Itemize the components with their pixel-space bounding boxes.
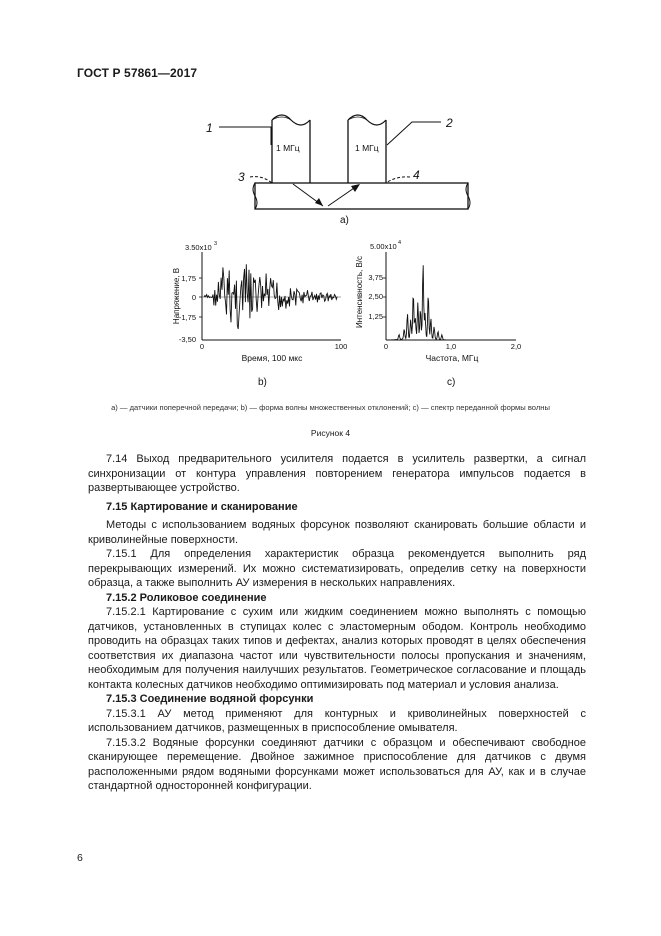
body-text — [88, 452, 586, 794]
probe-2-frequency: 1 МГц — [355, 143, 379, 153]
page-number: 6 — [77, 852, 83, 864]
spectrum-ytick-2: 2,50 — [368, 292, 383, 301]
waveform-signal — [204, 264, 337, 329]
paragraph-7-15-3-1: 7.15.3.1 АУ метод применяют для контурных и криволинейных поверхностей с использованием датчиков, размещенных в приспособление омывателя. — [88, 707, 586, 734]
subfigure-b-label: b) — [258, 377, 267, 388]
waveform-ytick-2: 0 — [191, 293, 196, 302]
waveform-xlabel: Время, 100 мкс — [241, 353, 303, 363]
figure-title: Рисунок 4 — [310, 428, 351, 438]
figure-b-waveform — [172, 241, 347, 388]
spectrum-xtick-1: 0 — [383, 342, 389, 351]
subfigure-a-label: а) — [340, 215, 349, 226]
callout-2: 2 — [446, 116, 453, 130]
waveform-ytick-4: -3,50 — [178, 335, 196, 344]
specimen-plate — [255, 183, 468, 209]
paragraph-7-15-2-1: 7.15.2.1 Картирование с сухим или жидким соединением можно выполнять с помощью датчиков, установленных в ступицах колес с эластомерным ободом. Контроль необходимо проводить на образцах таких типов и дефектах, анализ которых проводят в целях обеспечения соответствия их диапазона частот или чувствительности полосы пропускания и значениям, необходимым для получения наилучших результатов. Геометрическое согласование и площадь контакта колесных датчиков необходимо оптимизировать под материал и условия анализа. — [88, 606, 586, 691]
spectrum-signal — [386, 265, 516, 340]
subfigure-c-label: с) — [447, 377, 456, 388]
paragraph-7-15: Методы с использованием водяных форсунок позволяют сканировать большие области и криволинейные поверхности. — [88, 519, 586, 546]
spectrum-exponent: 5.00х10 — [370, 242, 397, 251]
paragraph-7-14: 7.14 Выход предварительного усилителя подается в усилитель развертки, а сигнал синхронизации от контура управления повторением генератора импульсов подается в развертывающее устройство. — [88, 453, 586, 494]
spectrum-ytick-3: 1,25 — [368, 312, 383, 321]
waveform-exponent: 3.50х10 — [185, 243, 212, 252]
spectrum-xlabel: Частота, МГц — [425, 353, 479, 363]
figure-c-spectrum — [355, 240, 521, 388]
waveform-ytick-1: 1,75 — [181, 274, 196, 283]
waveform-ytick-3: -1,75 — [178, 313, 196, 322]
figure-legend: а) — датчики поперечной передачи; b) — форма волны множественных отклонений; с) — спектр переданной формы волны — [111, 403, 550, 412]
arrow-up-icon — [351, 184, 360, 192]
callout-3: 3 — [238, 170, 245, 184]
waveform-xtick-2: 100 — [334, 342, 348, 351]
heading-7-15-2: 7.15.2 Роликовое соединение — [106, 591, 267, 604]
document-header: ГОСТ Р 57861—2017 — [77, 66, 198, 80]
figure-a-transducers — [206, 115, 470, 226]
spectrum-xtick-2: 1,0 — [445, 342, 457, 351]
waveform-exponent-power: 3 — [214, 241, 218, 247]
figure-4 — [0, 0, 661, 400]
callout-1: 1 — [206, 121, 213, 135]
paragraph-7-15-3-2: 7.15.3.2 Водяные форсунки соединяют датчики с образцом и обеспечивают свободное сканирующее перемещение. Двойное зажимное приспособление для датчиков с двумя расположенными рядом водяными форсунками может использоваться для АУ, как и в случае стандартной односторонней конфигурации. — [88, 736, 586, 792]
paragraph-7-15-1: 7.15.1 Для определения характеристик образца рекомендуется выполнить ряд перекрывающих измерений. Их можно систематизировать, определив сетку на поверхности образца, а также выполнить АУ измерения в нескольких направлениях. — [88, 548, 586, 589]
heading-7-15: 7.15 Картирование и сканирование — [106, 500, 298, 513]
callout-4: 4 — [413, 168, 420, 182]
spectrum-xtick-3: 2,0 — [510, 342, 522, 351]
spectrum-exponent-power: 4 — [398, 240, 402, 246]
waveform-xtick-1: 0 — [199, 342, 205, 351]
arrow-down-icon — [315, 198, 323, 206]
spectrum-ytick-1: 3,75 — [368, 273, 383, 282]
probe-1-frequency: 1 МГц — [276, 143, 300, 153]
heading-7-15-3: 7.15.3 Соединение водяной форсунки — [106, 693, 314, 705]
spectrum-ylabel: Интенсивность, В/с — [355, 255, 364, 329]
waveform-ylabel: Напряжение, В — [172, 267, 181, 325]
